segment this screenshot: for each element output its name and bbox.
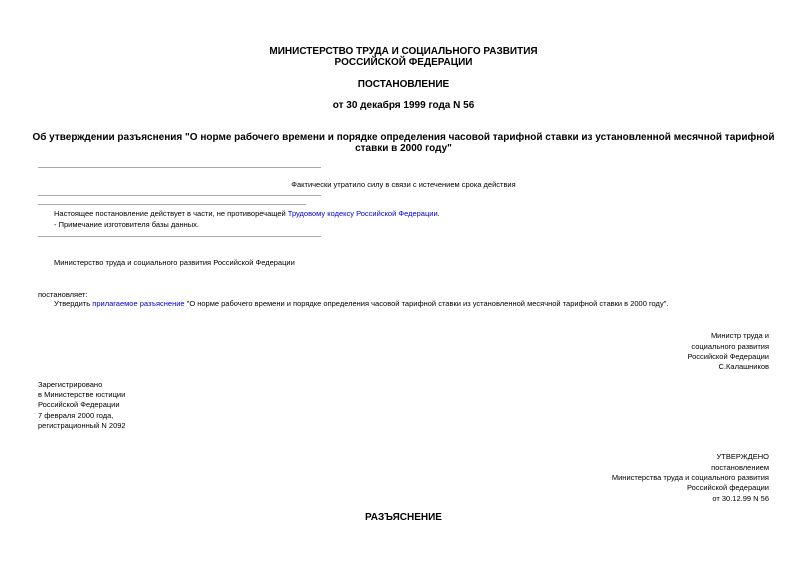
section-heading: РАЗЪЯСНЕНИЕ xyxy=(365,512,442,523)
issuer-line: Министерство труда и социального развития Российской Федерации xyxy=(54,258,295,267)
registration-number: регистрационный N 2092 xyxy=(38,421,126,430)
resolves-line: постановляет: xyxy=(38,290,88,299)
separator-line xyxy=(38,236,321,237)
document-type: ПОСТАНОВЛЕНИЕ xyxy=(357,79,450,90)
separator-line xyxy=(38,204,306,205)
ministry-name-line2: РОССИЙСКОЙ ФЕДЕРАЦИИ xyxy=(334,57,473,68)
signature-line: Российской Федерации xyxy=(687,352,769,361)
approval-line: Министерства труда и социального развития xyxy=(611,473,769,482)
approval-line: УТВЕРЖДЕНО xyxy=(716,452,769,461)
separator-line xyxy=(38,167,321,168)
editor-note xyxy=(54,208,440,219)
document-title: Об утверждении разъяснения "О норме рабочего времени и порядке определения часовой тарифной ставки из установленной месячной тарифной ставки в 2000 году" xyxy=(32,132,775,154)
approval-line: Российской федерации xyxy=(686,483,769,492)
registration-line: 7 февраля 2000 года, xyxy=(38,411,114,420)
approval-line: постановлением xyxy=(711,463,769,472)
approval-line: от 30.12.99 N 56 xyxy=(712,494,769,503)
editor-note-source: - Примечание изготовителя базы данных. xyxy=(54,220,199,229)
editor-note-suffix: . xyxy=(437,209,440,218)
separator-line xyxy=(38,195,321,196)
ministry-name-line1: МИНИСТЕРСТВО ТРУДА И СОЦИАЛЬНОГО РАЗВИТИЯ xyxy=(269,46,538,57)
signature-line: социального развития xyxy=(691,342,769,351)
approve-rest: "О норме рабочего времени и порядке определения часовой тарифной ставки из установленной месячной тарифной ставки в 2000 году". xyxy=(184,299,669,308)
signatory-name: С.Калашников xyxy=(718,362,769,371)
labor-code-link[interactable]: Трудовому кодексу Российской Федерации xyxy=(287,209,438,218)
registration-line: Зарегистрировано xyxy=(38,380,103,389)
attached-explanation-link[interactable]: прилагаемое разъяснение xyxy=(92,299,185,308)
status-note: Фактически утратило силу в связи с истечением срока действия xyxy=(291,180,516,189)
editor-note-text: Настоящее постановление действует в части, не противоречащей xyxy=(54,209,288,218)
approve-prefix: Утвердить xyxy=(54,299,93,308)
registration-line: Российской Федерации xyxy=(38,400,120,409)
document-date: от 30 декабря 1999 года N 56 xyxy=(332,100,475,111)
approve-line xyxy=(54,298,668,309)
registration-line: в Министерстве юстиции xyxy=(38,390,126,399)
signature-line: Министр труда и xyxy=(710,331,769,340)
